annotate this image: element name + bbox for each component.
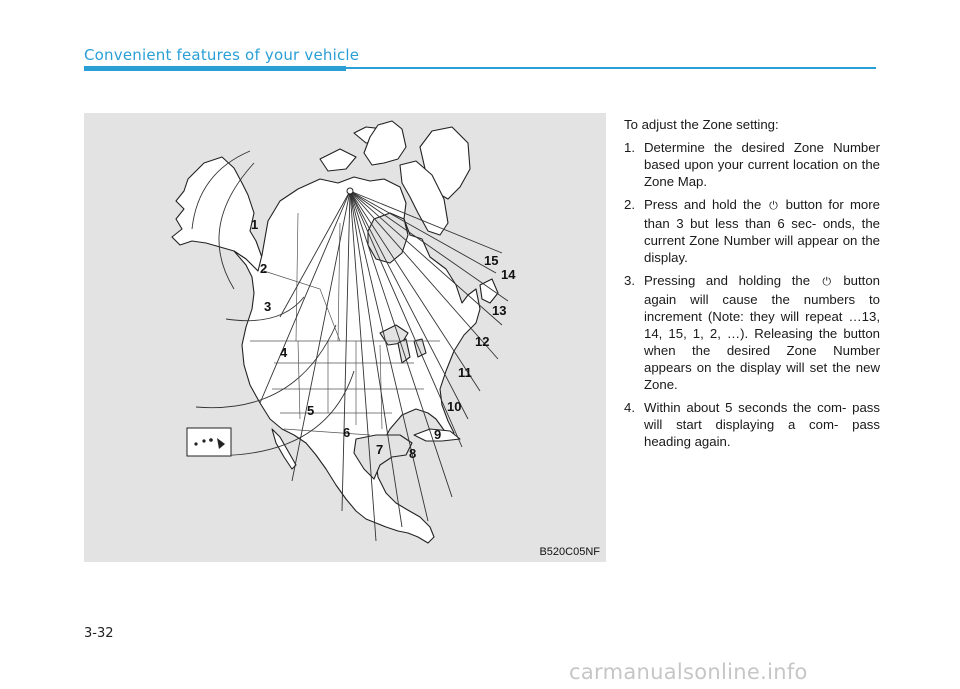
zone-label: 4 xyxy=(280,345,288,360)
newfoundland-shape xyxy=(480,279,498,303)
zone-label: 11 xyxy=(458,365,472,380)
step-number: 3. xyxy=(624,273,635,288)
step-text-before: Press and hold the xyxy=(644,197,762,212)
zone-map-svg xyxy=(84,113,606,562)
step-text-after: button for more than 3 but less than 6 sec- onds, the current Zone Number will appear on the display. xyxy=(644,197,880,265)
baja-shape xyxy=(272,429,296,469)
mainland-shape xyxy=(234,177,480,543)
zone-label: 1 xyxy=(251,217,259,232)
header-rule-thick xyxy=(84,66,346,71)
zone-label: 10 xyxy=(447,399,462,414)
zone-label: 6 xyxy=(343,425,351,440)
step-number: 4. xyxy=(624,400,635,415)
step-2 xyxy=(624,196,880,266)
step-text-after: button again will cause the numbers to increment (Note: they will repeat …13, 14, 15, 1, 2, …). Releasing the button when the desired Zone Number appears on the display will set the new Zone. xyxy=(644,273,881,392)
step-number: 2. xyxy=(624,197,635,212)
hawaii-inset xyxy=(187,428,231,456)
power-button-icon: ⏻ xyxy=(769,200,778,212)
zone-label: 5 xyxy=(307,403,315,418)
zone-label: 13 xyxy=(492,303,507,318)
header-rule-thin xyxy=(346,67,876,69)
power-button-icon: ⏻ xyxy=(822,276,832,288)
page-number: 3-32 xyxy=(84,626,114,641)
step-text: Within about 5 seconds the com- pass will start displaying a com- pass heading again. xyxy=(644,400,880,449)
zone-label: 3 xyxy=(264,299,272,314)
zone-label: 7 xyxy=(376,442,384,457)
alaska-shape xyxy=(172,157,264,271)
figure-code: B520C05NF xyxy=(539,546,600,558)
step-1 xyxy=(624,139,880,190)
zone-label: 9 xyxy=(434,427,442,442)
zone-label: 15 xyxy=(484,253,499,268)
step-4 xyxy=(624,399,880,450)
instructions-intro: To adjust the Zone setting: xyxy=(624,117,779,132)
step-3 xyxy=(624,272,880,393)
arctic-island-shape xyxy=(320,149,356,171)
step-text: Determine the desired Zone Number based upon your current location on the Zone Map. xyxy=(644,140,880,189)
zone-label: 2 xyxy=(260,261,268,276)
zone-map-figure xyxy=(84,113,606,562)
zone-label: 14 xyxy=(501,267,516,282)
step-text-before: Pressing and holding the xyxy=(644,273,811,288)
zone-label: 8 xyxy=(409,446,417,461)
section-title: Convenient features of your vehicle xyxy=(84,46,360,64)
instructions-block xyxy=(624,116,880,456)
magnetic-pole-marker xyxy=(347,188,353,194)
step-number: 1. xyxy=(624,140,635,155)
watermark-link[interactable]: carmanualsonline.info xyxy=(569,660,808,684)
zone-label: 12 xyxy=(475,334,490,349)
